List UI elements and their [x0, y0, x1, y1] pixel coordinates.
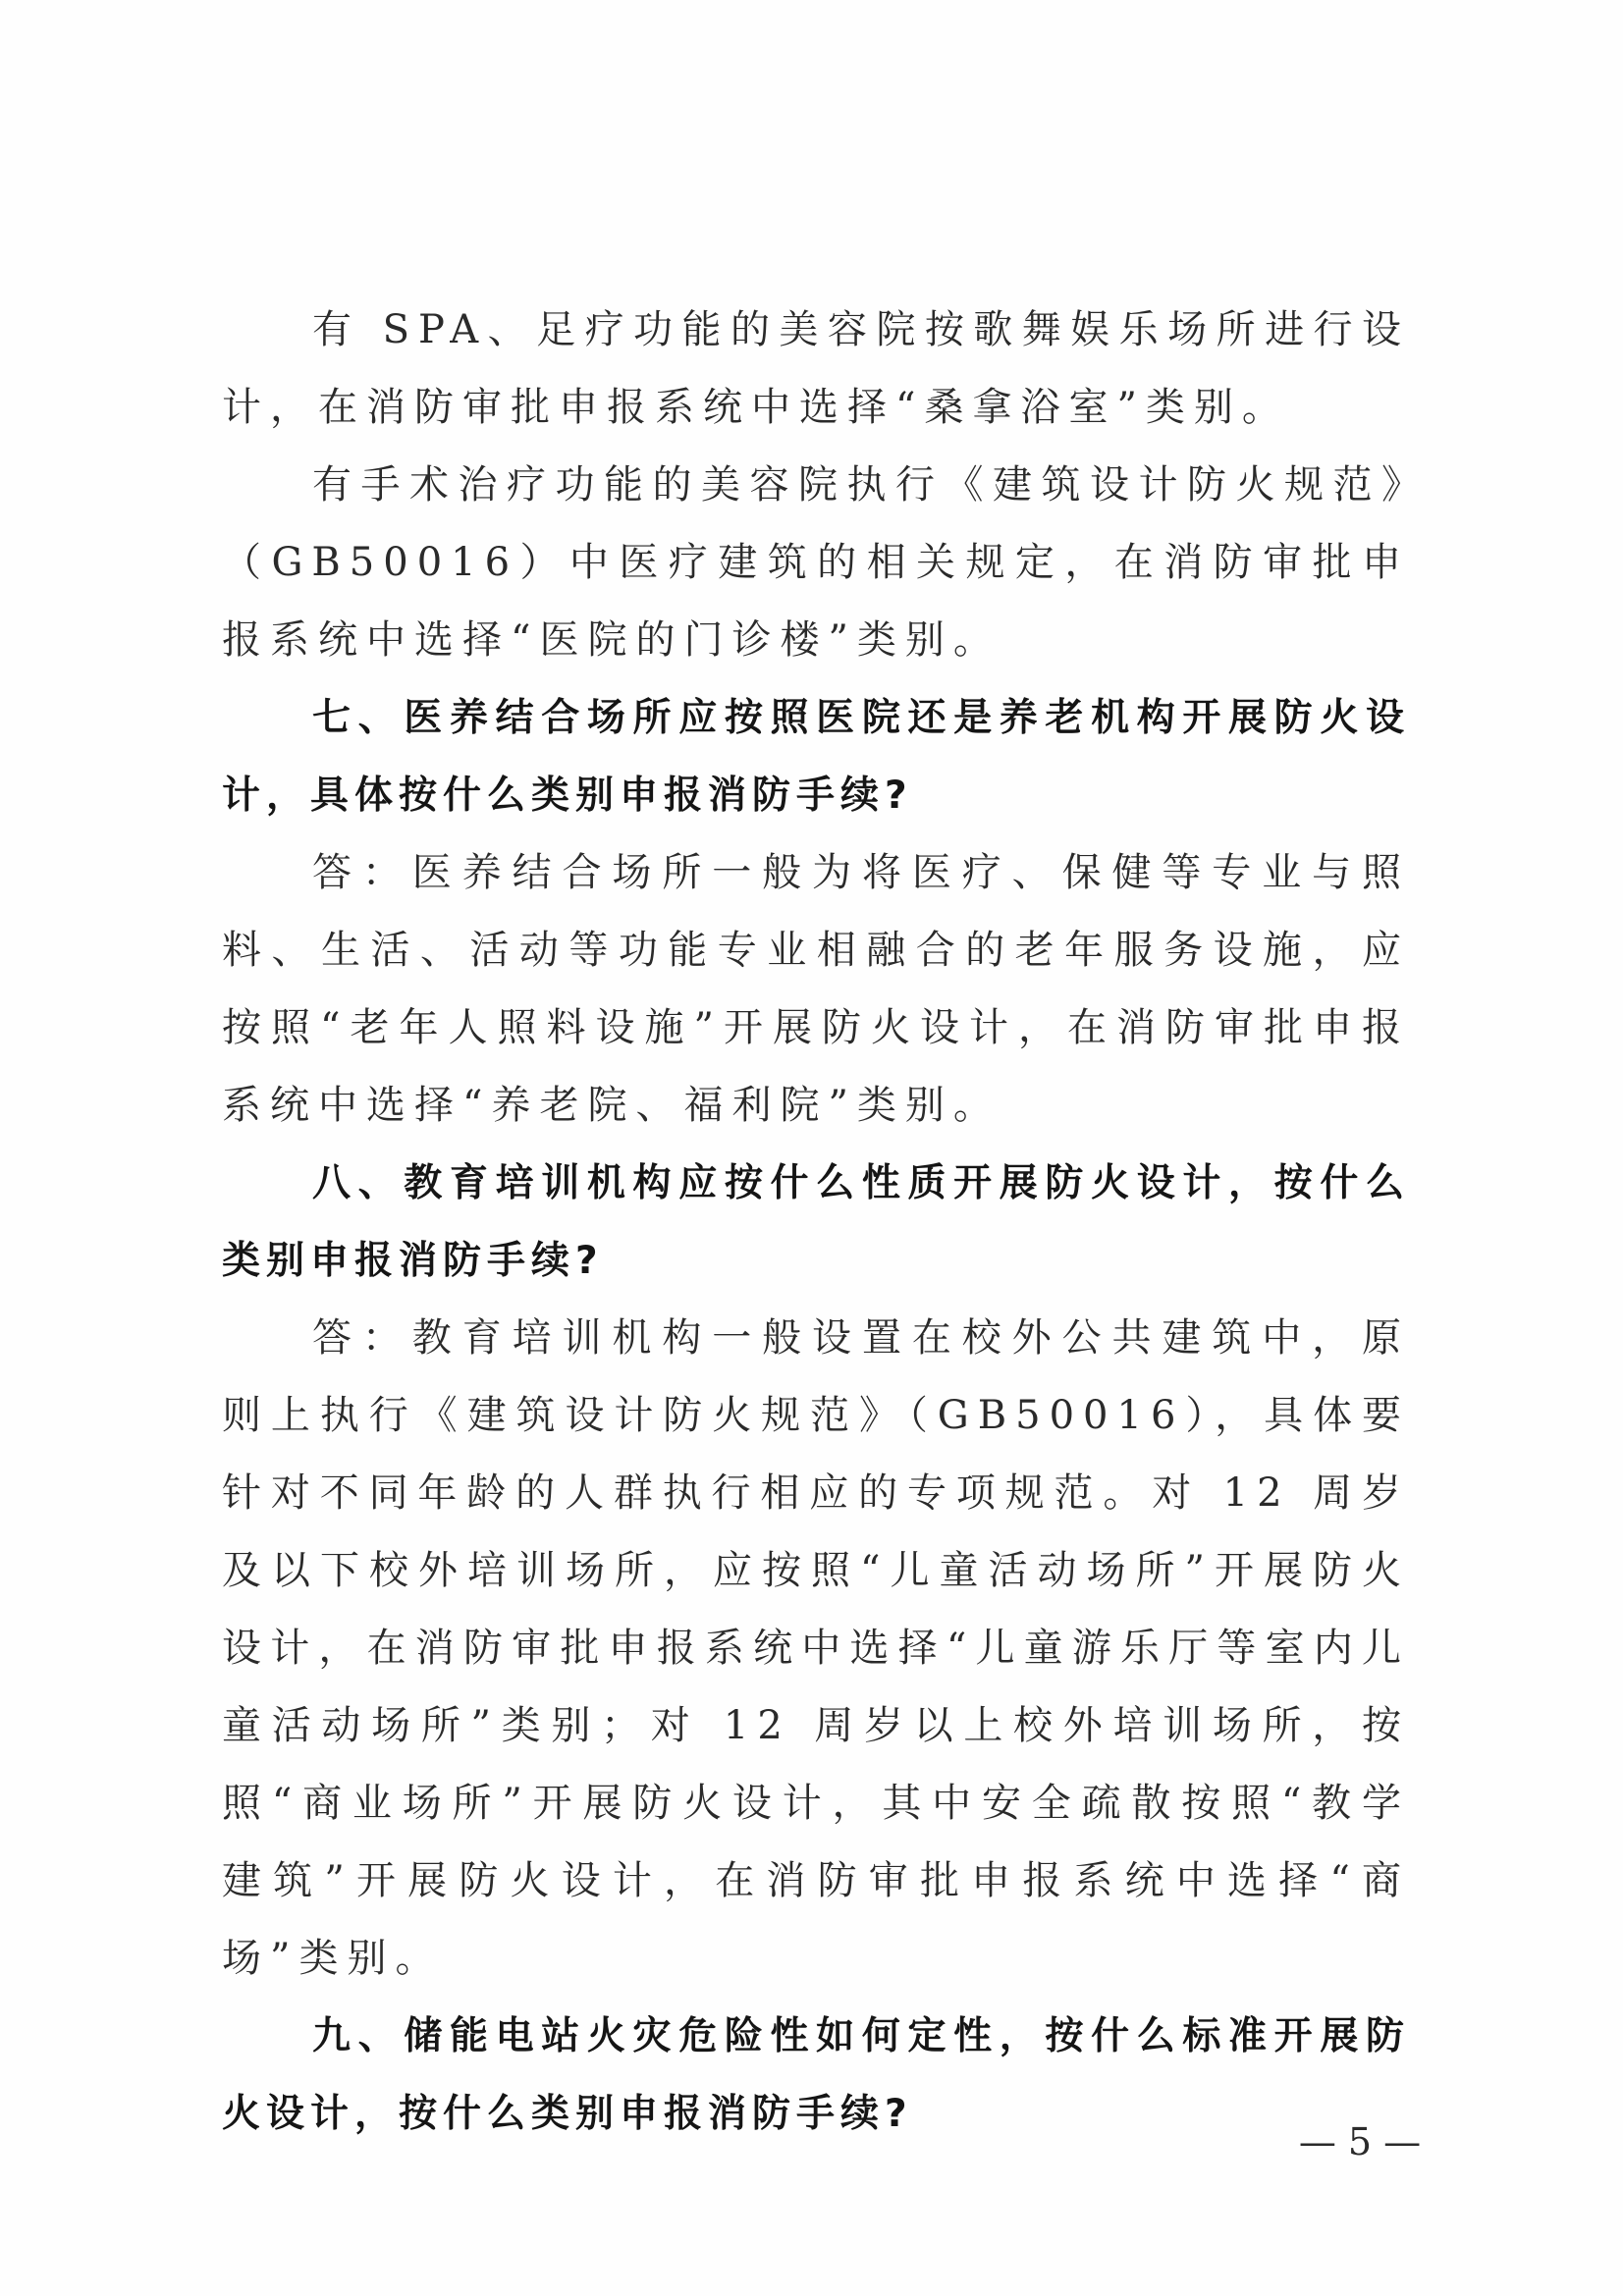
page-number: — 5 —: [1298, 2120, 1422, 2163]
answer-paragraph-7: 答：医养结合场所一般为将医疗、保健等专业与照料、生活、活动等功能专业相融合的老年服务设施，应按照“老年人照料设施”开展防火设计，在消防审批申报系统中选择“养老院、福利院”类别。: [222, 850, 1410, 1128]
question-heading-8: 八、教育培训机构应按什么性质开展防火设计，按什么类别申报消防手续?: [222, 1161, 1410, 1283]
paragraph-surgical-beauty-salon: 有手术治疗功能的美容院执行《建筑设计防火规范》（GB50016）中医疗建筑的相关规定，在消防审批申报系统中选择“医院的门诊楼”类别。: [222, 462, 1410, 663]
answer-paragraph-8: 答：教育培训机构一般设置在校外公共建筑中，原则上执行《建筑设计防火规范》（GB50016），具体要针对不同年龄的人群执行相应的专项规范。对 12 周岁及以下校外培训场所，应按照“儿童活动场所”开展防火设计，在消防审批申报系统中选择“儿童游乐厅等室内儿童活动场所”类别；对 12 周岁以上校外培训场所，按照“商业场所”开展防火设计，其中安全疏散按照“教学建筑”开展防火设计，在消防审批申报系统中选择“商场”类别。: [222, 1315, 1410, 1981]
paragraph-spa-beauty-salon: 有 SPA、足疗功能的美容院按歌舞娱乐场所进行设计，在消防审批申报系统中选择“桑拿浴室”类别。: [222, 307, 1410, 430]
question-heading-9: 九、储能电站火灾危险性如何定性，按什么标准开展防火设计，按什么类别申报消防手续?: [222, 2014, 1410, 2136]
question-heading-7: 七、医养结合场所应按照医院还是养老机构开展防火设计，具体按什么类别申报消防手续?: [222, 696, 1410, 818]
document-body: [222, 292, 1410, 2153]
